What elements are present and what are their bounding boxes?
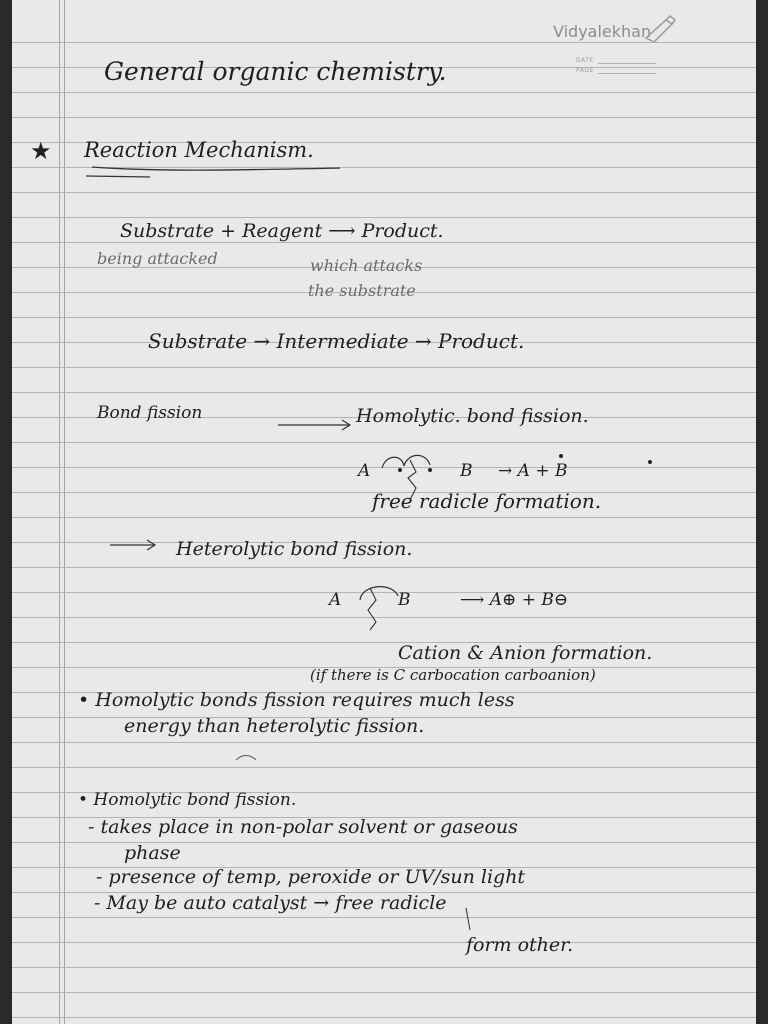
bond-break-mark	[408, 460, 416, 500]
heterolytic-atom-b: B	[398, 590, 411, 610]
homolytic-heading: Homolytic. bond fission.	[356, 405, 589, 427]
section-underline	[92, 167, 340, 170]
list-item-solvent: - takes place in non-polar solvent or gaseous	[88, 816, 518, 838]
date-label: DATE	[576, 57, 594, 64]
electron-dot-1	[398, 468, 402, 472]
radical-dot-a	[559, 454, 563, 458]
small-mark	[236, 756, 256, 761]
bullet-energy-line-2: energy than heterolytic fission.	[124, 715, 425, 737]
heterolytic-heading: Heterolytic bond fission.	[176, 538, 413, 560]
list-item-catalyst: - May be auto catalyst → free radicle	[94, 892, 447, 914]
intermediate-equation: Substrate → Intermediate → Product.	[148, 329, 525, 353]
note-reagent-2: the substrate	[308, 281, 416, 300]
homolytic-atom-b: B	[460, 461, 473, 481]
section-heading: Reaction Mechanism.	[84, 138, 314, 162]
page-title: General organic chemistry.	[104, 57, 447, 86]
homolytic-arrow	[278, 420, 350, 430]
reaction-equation: Substrate + Reagent ⟶ Product.	[120, 220, 444, 242]
star-icon: ★	[30, 137, 52, 165]
note-reagent-1: which attacks	[310, 256, 423, 275]
list-item-presence: - presence of temp, peroxide or UV/sun light	[96, 866, 526, 888]
curved-arrow	[360, 587, 398, 600]
heterolytic-note: (if there is C carbocation carboanion)	[310, 666, 596, 684]
fishhook-arrows	[382, 455, 430, 468]
heterolytic-break-mark	[368, 588, 376, 630]
list-item-form-other: form other.	[466, 934, 574, 956]
heterolytic-arrow	[110, 540, 155, 550]
brand-logo: Vidyalekhan	[553, 22, 652, 41]
electron-dot-2	[428, 468, 432, 472]
section-underline-2	[86, 176, 150, 177]
note-substrate: being attacked	[97, 249, 218, 268]
heterolytic-atom-a: A	[329, 590, 342, 610]
homolytic-list-heading: • Homolytic bond fission.	[78, 790, 297, 810]
homolytic-caption: free radicle formation.	[372, 489, 602, 513]
heterolytic-caption: Cation & Anion formation.	[398, 642, 653, 664]
radical-dot-b	[648, 460, 652, 464]
catalyst-mark	[466, 908, 470, 930]
page-label: PAGE	[576, 67, 594, 74]
homolytic-products: → A + B	[498, 461, 568, 481]
bond-fission-label: Bond fission	[97, 403, 203, 423]
heterolytic-products: ⟶ A⊕ + B⊖	[460, 590, 569, 610]
bullet-energy-line-1: • Homolytic bonds fission requires much less	[78, 689, 515, 711]
homolytic-atom-a: A	[358, 461, 371, 481]
list-item-phase: phase	[124, 842, 181, 864]
